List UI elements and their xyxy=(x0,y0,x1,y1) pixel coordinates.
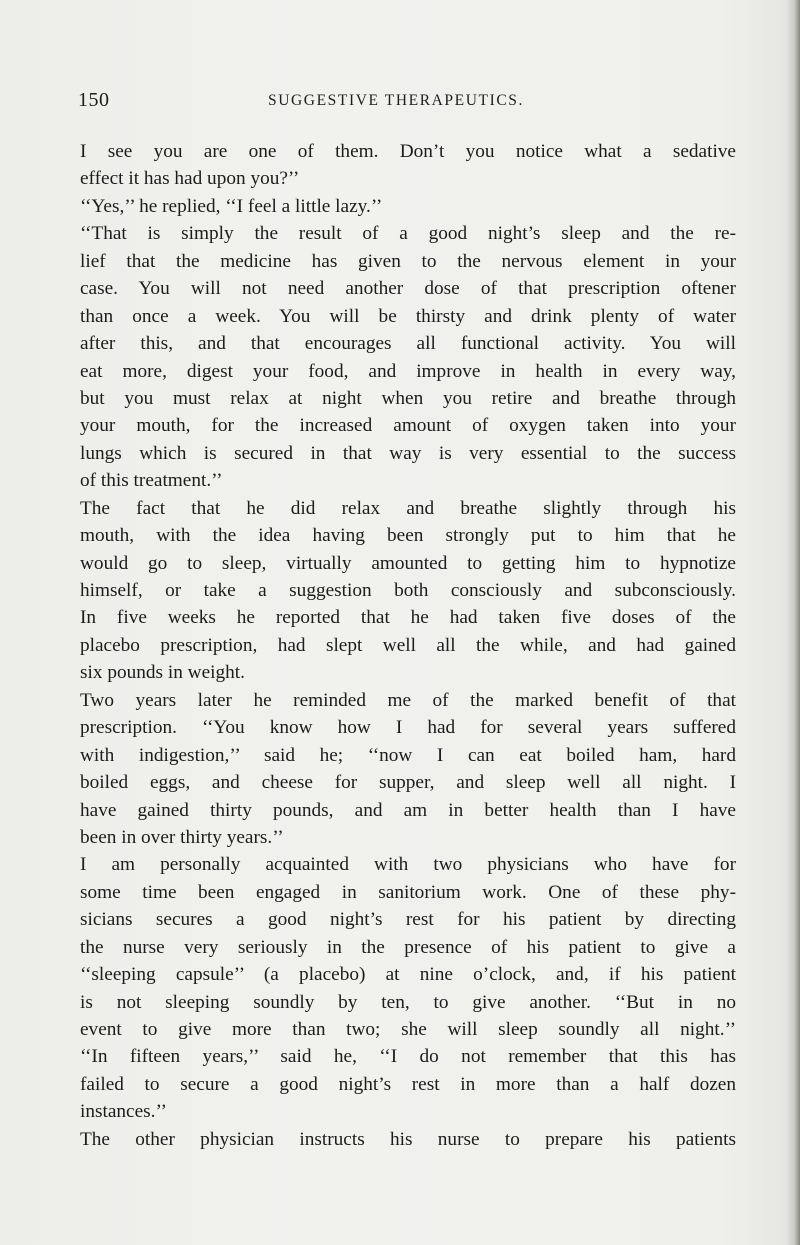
text-line: than once a week. You will be thirsty and drink plenty of water xyxy=(80,305,736,327)
text-line: six pounds in weight. xyxy=(80,662,245,684)
text-line: sicians secures a good night’s rest for his patient by directing xyxy=(80,909,736,931)
text-line: have gained thirty pounds, and am in better health than I have xyxy=(80,799,736,821)
page-header xyxy=(78,88,738,112)
text-line: case. You will not need another dose of that prescription oftener xyxy=(80,278,736,300)
text-line: lungs which is secured in that way is very essential to the success xyxy=(80,442,736,464)
text-line: placebo prescription, had slept well all the while, and had gained xyxy=(80,634,736,656)
text-line: after this, and that encourages all functional activity. You will xyxy=(80,333,736,355)
text-line: ‘‘sleeping capsule’’ (a placebo) at nine o’clock, and, if his patient xyxy=(80,964,736,986)
text-line: boiled eggs, and cheese for supper, and sleep well all night. I xyxy=(80,772,736,794)
text-line: lief that the medicine has given to the nervous element in your xyxy=(80,250,736,272)
text-line: In five weeks he reported that he had taken five doses of the xyxy=(80,607,736,629)
text-line: is not sleeping soundly by ten, to give another. ‘‘But in no xyxy=(80,991,736,1013)
text-line: would go to sleep, virtually amounted to getting him to hypnotize xyxy=(80,552,736,574)
text-line: your mouth, for the increased amount of oxygen taken into your xyxy=(80,415,736,437)
text-line: of this treatment.’’ xyxy=(80,470,223,492)
page-edge-shadow xyxy=(786,0,800,1245)
text-line: ‘‘That is simply the result of a good night’s sleep and the re- xyxy=(80,223,736,245)
text-line: himself, or take a suggestion both consciously and subconsciously. xyxy=(80,580,736,601)
text-line: The other physician instructs his nurse to prepare his patients xyxy=(80,1128,736,1150)
text-line: with indigestion,’’ said he; ‘‘now I can eat boiled ham, hard xyxy=(80,744,736,766)
text-line: been in over thirty years.’’ xyxy=(80,826,284,848)
running-head: SUGGESTIVE THERAPEUTICS. xyxy=(268,92,524,109)
text-line: mouth, with the idea having been strongly put to him that he xyxy=(80,525,736,547)
body-text xyxy=(80,138,736,1153)
text-line: some time been engaged in sanitorium work. One of these phy- xyxy=(80,881,736,903)
text-line: effect it has had upon you?’’ xyxy=(80,168,300,190)
text-line: I am personally acquainted with two physicians who have for xyxy=(80,854,736,876)
text-line: but you must relax at night when you retire and breathe through xyxy=(80,387,736,409)
text-line: failed to secure a good night’s rest in more than a half dozen xyxy=(80,1073,736,1095)
text-line: event to give more than two; she will sleep soundly all night.’’ xyxy=(80,1019,736,1040)
text-line: Two years later he reminded me of the marked benefit of that xyxy=(80,689,736,711)
text-line: ‘‘In fifteen years,’’ said he, ‘‘I do not remember that this has xyxy=(80,1046,736,1068)
text-line: I see you are one of them. Don’t you notice what a sedative xyxy=(80,141,736,162)
text-line: ‘‘Yes,’’ he replied, ‘‘I feel a little lazy.’’ xyxy=(80,195,383,217)
text-line: the nurse very seriously in the presence of his patient to give a xyxy=(80,936,736,958)
text-line: prescription. ‘‘You know how I had for several years suffered xyxy=(80,717,736,739)
text-line: The fact that he did relax and breathe slightly through his xyxy=(80,497,736,519)
text-line: instances.’’ xyxy=(80,1101,167,1123)
page-number: 150 xyxy=(78,89,110,111)
text-line: eat more, digest your food, and improve in health in every way, xyxy=(80,360,736,382)
